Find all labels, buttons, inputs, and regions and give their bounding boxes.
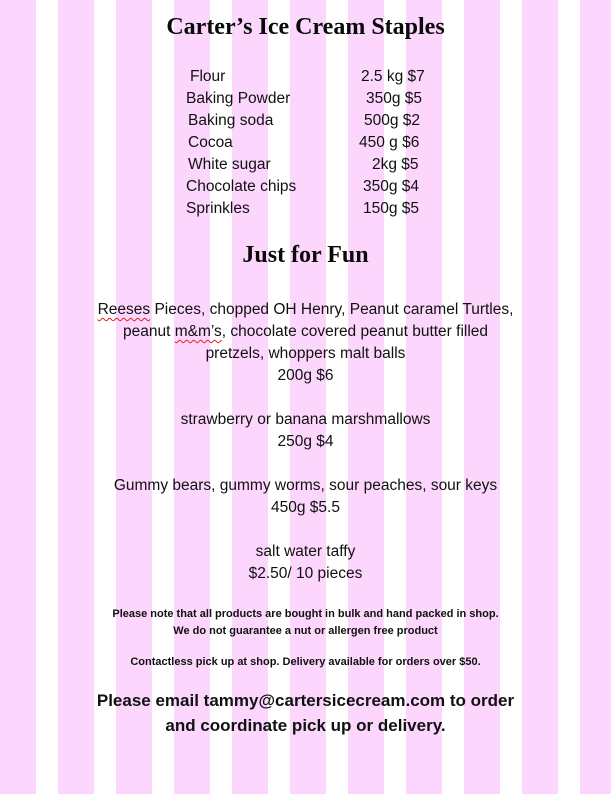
staple-name: Sprinkles — [186, 200, 250, 217]
email-order-callout — [40, 688, 571, 738]
staples-title: Carter’s Ice Cream Staples — [166, 14, 445, 40]
bulk-note — [40, 606, 571, 640]
staple-name: Cocoa — [188, 134, 233, 151]
staple-row-chocolate-chips — [0, 176, 611, 198]
staple-price: 350g $5 — [366, 90, 423, 107]
staple-name: Chocolate chips — [186, 178, 297, 195]
gummy-group — [70, 475, 541, 519]
candy-text: salt water taffy — [255, 543, 356, 560]
marshmallow-group — [70, 409, 541, 453]
candy-text: , chocolate covered peanut butter filled — [221, 323, 489, 340]
candy-text: peanut — [122, 323, 175, 340]
staple-price: 350g $4 — [363, 178, 420, 195]
staple-row-baking-soda — [0, 110, 611, 132]
spellcheck-word: m&m’s — [174, 323, 222, 340]
staple-price: 2kg $5 — [372, 156, 419, 173]
staple-row-sprinkles — [0, 198, 611, 220]
candy-price: 250g $4 — [277, 433, 334, 450]
candy-price: 450g $5.5 — [271, 499, 340, 516]
candy-price: 200g $6 — [277, 367, 334, 384]
fun-title: Just for Fun — [242, 242, 369, 268]
staple-row-white-sugar — [0, 154, 611, 176]
coordinate-line: and coordinate pick up or delivery. — [165, 716, 446, 735]
contactless-note: Contactless pick up at shop. Delivery available for orders over $50. — [130, 656, 481, 668]
candy-text: Pieces, chopped OH Henry, Peanut caramel Turtles, — [150, 301, 514, 318]
allergen-note-line: We do not guarantee a nut or allergen free product — [173, 625, 438, 637]
candy-group-description — [70, 299, 541, 387]
staple-name: Baking Powder — [186, 90, 291, 107]
staple-price: 450 g $6 — [359, 134, 420, 151]
staple-price: 150g $5 — [363, 200, 420, 217]
candy-price: $2.50/ 10 pieces — [248, 565, 363, 582]
taffy-group — [70, 541, 541, 585]
spellcheck-word: Reeses — [97, 301, 151, 318]
staples-list — [0, 66, 611, 220]
bulk-note-line: Please note that all products are bought in bulk and hand packed in shop. — [112, 608, 499, 620]
email-order-line: Please email tammy@cartersicecream.com to order — [96, 691, 515, 710]
staple-name: Baking soda — [188, 112, 274, 129]
staple-price: 500g $2 — [364, 112, 421, 129]
candy-text: pretzels, whoppers malt balls — [205, 345, 406, 362]
staple-row-flour — [0, 66, 611, 88]
candy-text: strawberry or banana marshmallows — [180, 411, 431, 428]
staple-price: 2.5 kg $7 — [361, 68, 425, 85]
staple-row-baking-powder — [0, 88, 611, 110]
staple-name: Flour — [190, 68, 226, 85]
staple-row-cocoa — [0, 132, 611, 154]
candy-text: Gummy bears, gummy worms, sour peaches, sour keys — [113, 477, 498, 494]
staple-name: White sugar — [188, 156, 271, 173]
